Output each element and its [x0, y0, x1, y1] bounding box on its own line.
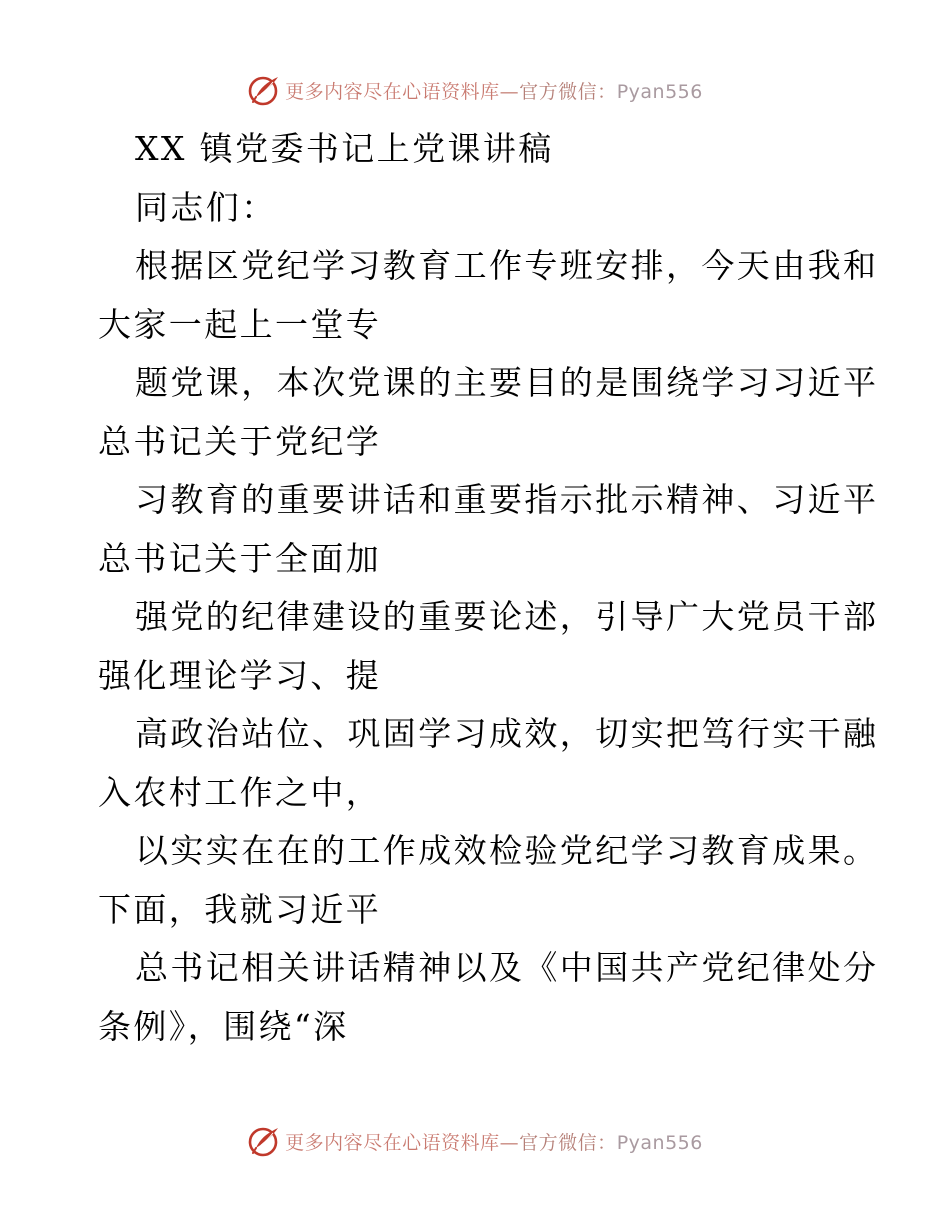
- watermark-main-text: 更多内容尽在心语资料库: [285, 80, 500, 103]
- document-title: XX 镇党委书记上党课讲稿: [135, 129, 554, 168]
- footer-watermark: [0, 1121, 950, 1161]
- paragraph-line: 总书记关于党纪学: [98, 421, 382, 461]
- paragraph-line: 以实实在在的工作成效检验党纪学习教育成果。: [135, 831, 879, 870]
- quill-pen-logo-icon: [247, 1124, 281, 1158]
- watermark-wechat-id: Pyan556: [616, 80, 703, 103]
- paragraph-line: 强化理论学习、提: [98, 655, 382, 695]
- document-body: [98, 120, 879, 1056]
- paragraph-line: 入农村工作之中，: [98, 772, 382, 812]
- watermark-text: [285, 77, 703, 104]
- watermark-wechat-label: 官方微信：: [519, 80, 617, 103]
- watermark-separator: —: [499, 1131, 520, 1154]
- paragraph-line: 总书记关于全面加: [98, 538, 382, 578]
- watermark-separator: —: [499, 80, 520, 103]
- watermark-main-text: 更多内容尽在心语资料库: [285, 1131, 500, 1154]
- paragraph-line: 题党课，本次党课的主要目的是围绕学习习近平: [135, 363, 879, 402]
- watermark-wechat-label: 官方微信：: [519, 1131, 617, 1154]
- document-salutation: 同志们：: [135, 187, 277, 227]
- paragraph-line: 强党的纪律建设的重要论述，引导广大党员干部: [135, 597, 879, 636]
- quill-pen-logo-icon: [247, 73, 281, 107]
- header-watermark: [0, 70, 950, 110]
- paragraph-line: 总书记相关讲话精神以及《中国共产党纪律处分: [135, 948, 879, 987]
- watermark-text: [285, 1128, 703, 1155]
- paragraph-line: 高政治站位、巩固学习成效，切实把笃行实干融: [135, 714, 879, 753]
- watermark-wechat-id: Pyan556: [616, 1131, 703, 1154]
- paragraph-line: 根据区党纪学习教育工作专班安排，今天由我和: [135, 246, 879, 285]
- paragraph-line: 条例》，围绕“深: [98, 1006, 349, 1046]
- paragraph-line: 习教育的重要讲话和重要指示批示精神、习近平: [135, 480, 879, 519]
- paragraph-line: 大家一起上一堂专: [98, 304, 382, 344]
- paragraph-line: 下面，我就习近平: [98, 889, 382, 929]
